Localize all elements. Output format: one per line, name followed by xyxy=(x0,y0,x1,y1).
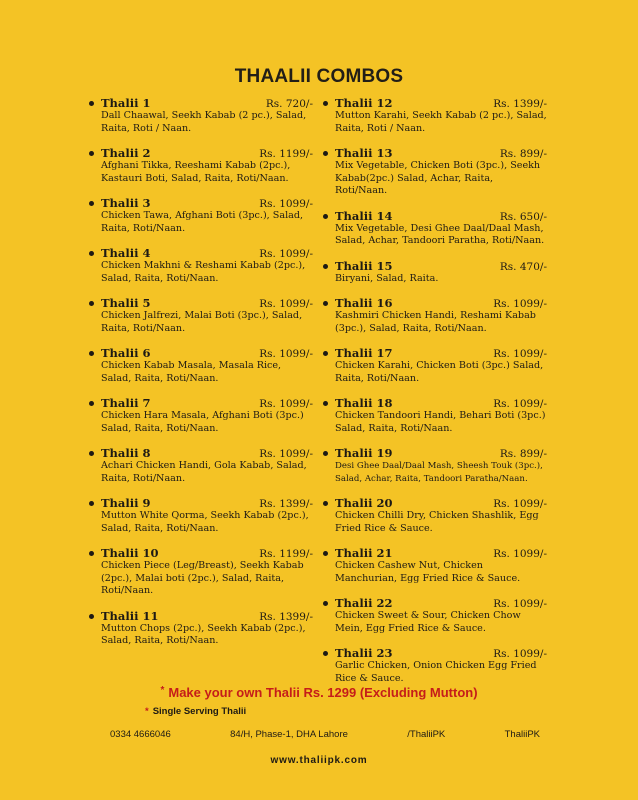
menu-item-price: Rs. 1399/- xyxy=(259,498,313,510)
menu-item-header xyxy=(88,346,313,360)
menu-item-name: Thalii 18 xyxy=(322,396,392,410)
menu-item-name: Thalii 4 xyxy=(88,246,150,260)
menu-item-header xyxy=(322,346,547,360)
menu-item-header xyxy=(88,246,313,260)
menu-item xyxy=(322,346,547,385)
menu-item-name: Thalii 17 xyxy=(322,346,392,360)
menu-item-header xyxy=(88,446,313,460)
menu-item-header xyxy=(322,446,547,460)
custom-thalii-offer xyxy=(0,685,638,700)
menu-item-price: Rs. 720/- xyxy=(265,98,313,110)
menu-item-description: Chicken Makhni & Reshami Kabab (2pc.), Salad, Raita, Roti/Naan. xyxy=(101,260,306,284)
menu-item xyxy=(88,396,313,435)
menu-item-price: Rs. 1099/- xyxy=(259,448,313,460)
menu-item-header xyxy=(88,496,313,510)
menu-item-description: Mix Vegetable, Desi Ghee Daal/Daal Mash, Salad, Achar, Tandoori Paratha, Roti/Naan. xyxy=(335,222,545,246)
menu-item-price: Rs. 1199/- xyxy=(259,148,313,160)
menu-item xyxy=(322,296,547,335)
menu-item-name: Thalii 12 xyxy=(322,96,392,110)
address: 84/H, Phase-1, DHA Lahore xyxy=(230,729,348,740)
menu-item xyxy=(88,146,313,185)
menu-item-name: Thalii 2 xyxy=(88,146,150,160)
menu-item xyxy=(88,546,313,598)
menu-item-description: Chicken Karahi, Chicken Boti (3pc.) Salad, Raita, Roti/Naan. xyxy=(335,360,544,384)
menu-item xyxy=(322,646,547,685)
menu-item-price: Rs. 1099/- xyxy=(259,348,313,360)
menu-item xyxy=(322,496,547,535)
menu-item-price: Rs. 1399/- xyxy=(493,98,547,110)
menu-item-price: Rs. 1099/- xyxy=(493,648,547,660)
menu-item-name: Thalii 14 xyxy=(322,209,392,223)
menu-item-description: Afghani Tikka, Reeshami Kabab (2pc.), Kastauri Boti, Salad, Raita, Roti/Naan. xyxy=(101,160,291,184)
menu-item-description: Chicken Tandoori Handi, Behari Boti (3pc.) Salad, Raita, Roti/Naan. xyxy=(335,410,546,434)
menu-item-description: Mix Vegetable, Chicken Boti (3pc.), Seekh Kabab(2pc.) Salad, Achar, Raita, Roti/Naan. xyxy=(335,160,541,196)
menu-item-price: Rs. 1099/- xyxy=(259,198,313,210)
menu-item-description: Mutton White Qorma, Seekh Kabab (2pc.), Salad, Raita, Roti/Naan. xyxy=(101,510,309,534)
note-text: Single Serving Thalii xyxy=(152,706,247,717)
left-menu-column xyxy=(88,96,313,659)
social-handle-facebook[interactable]: /ThaliiPK xyxy=(407,729,446,740)
menu-item-name: Thalii 6 xyxy=(88,346,150,360)
menu-item-description: Biryani, Salad, Raita. xyxy=(335,272,439,284)
menu-item-name: Thalii 21 xyxy=(322,546,392,560)
menu-item-header xyxy=(88,196,313,210)
menu-item-description: Chicken Hara Masala, Afghani Boti (3pc.) Salad, Raita, Roti/Naan. xyxy=(101,410,304,434)
serving-note xyxy=(145,706,246,717)
menu-item-name: Thalii 8 xyxy=(88,446,150,460)
menu-item-name: Thalii 11 xyxy=(88,609,158,623)
contact-footer xyxy=(110,729,540,740)
menu-item-name: Thalii 13 xyxy=(322,146,392,160)
menu-item xyxy=(322,396,547,435)
menu-item-description: Chicken Kabab Masala, Masala Rice, Salad, Raita, Roti/Naan. xyxy=(101,360,282,384)
menu-item-header xyxy=(88,296,313,310)
menu-item-price: Rs. 1099/- xyxy=(493,598,547,610)
menu-item-name: Thalii 20 xyxy=(322,496,392,510)
menu-item-price: Rs. 1099/- xyxy=(493,498,547,510)
menu-item-price: Rs. 1199/- xyxy=(259,548,313,560)
menu-item-header xyxy=(322,296,547,310)
menu-item-price: Rs. 899/- xyxy=(499,148,547,160)
menu-item-name: Thalii 23 xyxy=(322,646,392,660)
menu-item-name: Thalii 22 xyxy=(322,596,392,610)
phone-number[interactable]: 0334 4666046 xyxy=(110,729,171,740)
menu-item-description: Desi Ghee Daal/Daal Mash, Sheesh Touk (3pc.), Salad, Achar, Raita, Tandoori Paratha/Naan. xyxy=(335,461,543,484)
menu-item-header xyxy=(322,146,547,160)
menu-item-name: Thalii 9 xyxy=(88,496,150,510)
menu-item-price: Rs. 1099/- xyxy=(493,348,547,360)
menu-item-description: Mutton Chops (2pc.), Seekh Kabab (2pc.), Salad, Raita, Roti/Naan. xyxy=(101,622,306,646)
menu-item-price: Rs. 1099/- xyxy=(259,398,313,410)
menu-item-price: Rs. 1099/- xyxy=(493,298,547,310)
menu-item-description: Achari Chicken Handi, Gola Kabab, Salad, Raita, Roti/Naan. xyxy=(101,460,307,484)
menu-item-price: Rs. 1099/- xyxy=(259,298,313,310)
menu-item-header xyxy=(322,596,547,610)
menu-item xyxy=(322,259,547,286)
menu-item-name: Thalii 5 xyxy=(88,296,150,310)
menu-item-price: Rs. 650/- xyxy=(499,210,547,223)
menu-item-description: Chicken Tawa, Afghani Boti (3pc.), Salad, Raita, Roti/Naan. xyxy=(101,210,304,234)
offer-text: Make your own Thalii Rs. 1299 (Excluding Mutton) xyxy=(168,685,478,700)
menu-item-header xyxy=(322,496,547,510)
menu-item-price: Rs. 1099/- xyxy=(493,398,547,410)
menu-item-header xyxy=(88,396,313,410)
menu-item-price: Rs. 1099/- xyxy=(493,548,547,560)
menu-item-description: Chicken Jalfrezi, Malai Boti (3pc.), Salad, Raita, Roti/Naan. xyxy=(101,310,303,334)
menu-item-description: Mutton Karahi, Seekh Kabab (2 pc.), Salad, Raita, Roti / Naan. xyxy=(335,110,547,134)
menu-item xyxy=(88,246,313,285)
menu-item xyxy=(88,346,313,385)
menu-item xyxy=(322,546,547,585)
menu-item-description: Dall Chaawal, Seekh Kabab (2 pc.), Salad, Raita, Roti / Naan. xyxy=(101,110,307,134)
menu-item xyxy=(88,196,313,235)
menu-item-name: Thalii 19 xyxy=(322,446,392,460)
menu-item-description: Kashmiri Chicken Handi, Reshami Kabab (3pc.), Salad, Raita, Roti/Naan. xyxy=(335,310,536,334)
menu-item xyxy=(88,446,313,485)
menu-item xyxy=(88,96,313,135)
menu-item-price: Rs. 470/- xyxy=(499,260,547,273)
asterisk-icon: * xyxy=(145,706,149,717)
menu-item-description: Chicken Sweet & Sour, Chicken Chow Mein, Egg Fried Rice & Sauce. xyxy=(335,610,521,634)
menu-item-header xyxy=(322,396,547,410)
menu-item-header xyxy=(88,96,313,110)
menu-item-price: Rs. 1099/- xyxy=(259,248,313,260)
menu-item-name: Thalii 15 xyxy=(322,259,392,273)
menu-item xyxy=(322,209,547,248)
menu-item-description: Chicken Cashew Nut, Chicken Manchurian, Egg Fried Rice & Sauce. xyxy=(335,560,521,584)
menu-item xyxy=(88,609,313,648)
menu-title: THAALII COMBOS xyxy=(234,66,404,87)
menu-item-description: Garlic Chicken, Onion Chicken Egg Fried Rice & Sauce. xyxy=(335,660,537,684)
menu-item-description: Chicken Chilli Dry, Chicken Shashlik, Egg Fried Rice & Sauce. xyxy=(335,510,539,534)
menu-item-name: Thalii 16 xyxy=(322,296,392,310)
menu-item xyxy=(322,596,547,635)
menu-item-description: Chicken Piece (Leg/Breast), Seekh Kabab (2pc.), Malai boti (2pc.), Salad, Raita, Roti/Naan. xyxy=(101,560,304,596)
menu-item xyxy=(322,446,547,485)
menu-item-header xyxy=(322,96,547,110)
menu-item-header xyxy=(88,146,313,160)
menu-item-name: Thalii 1 xyxy=(88,96,150,110)
website-link[interactable]: www.thaliipk.com xyxy=(270,755,368,766)
menu-item-price: Rs. 899/- xyxy=(499,448,547,460)
menu-item-header xyxy=(322,209,547,223)
menu-item-header xyxy=(322,546,547,560)
menu-item-header xyxy=(322,646,547,660)
menu-item-name: Thalii 7 xyxy=(88,396,150,410)
menu-item xyxy=(322,146,547,198)
menu-item-header xyxy=(88,546,313,560)
menu-item xyxy=(88,296,313,335)
menu-item-name: Thalii 3 xyxy=(88,196,150,210)
menu-item xyxy=(322,96,547,135)
menu-item-price: Rs. 1399/- xyxy=(259,610,313,623)
menu-item-header xyxy=(88,609,313,623)
menu-item xyxy=(88,496,313,535)
menu-item-name: Thalii 10 xyxy=(88,546,158,560)
asterisk-icon: * xyxy=(160,685,165,696)
right-menu-column xyxy=(322,96,547,696)
social-handle-instagram[interactable]: ThaliiPK xyxy=(504,729,540,740)
menu-item-header xyxy=(322,259,547,273)
